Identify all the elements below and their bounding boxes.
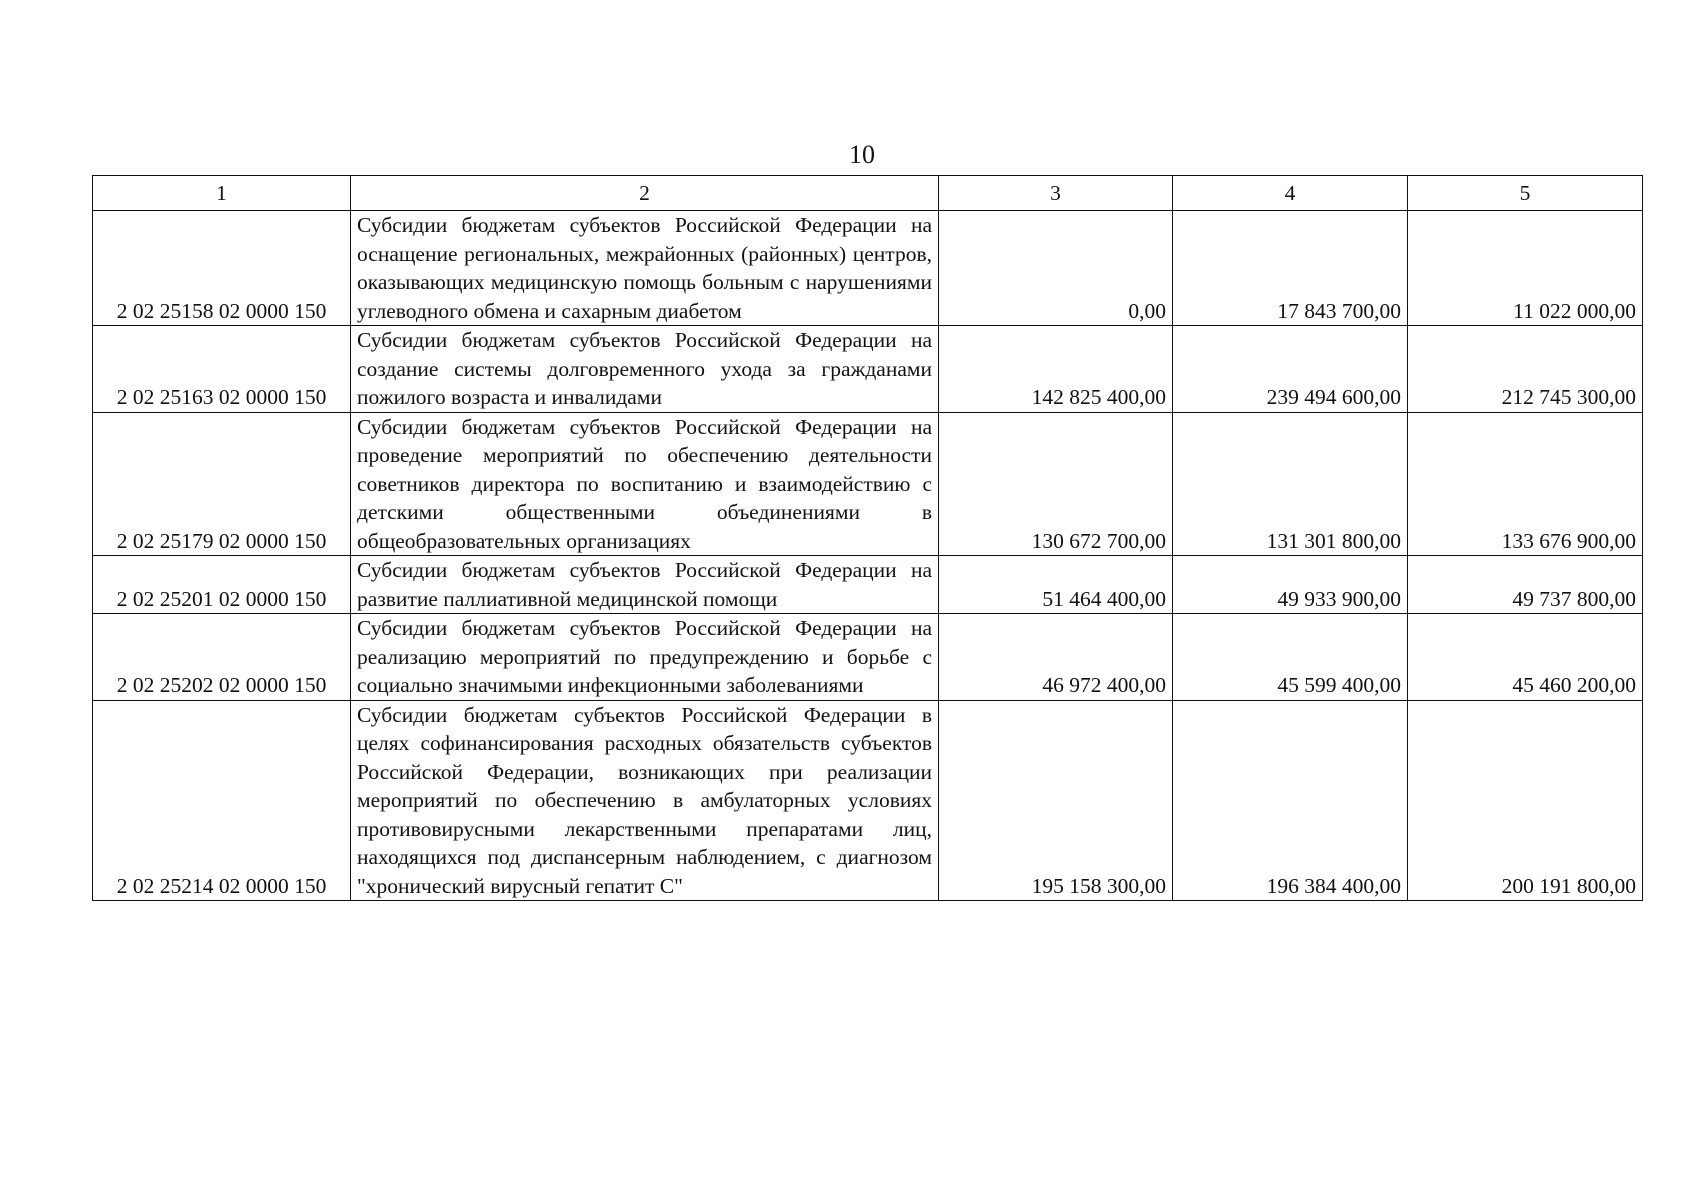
table-row — [93, 556, 1643, 614]
row-value-col4: 131 301 800,00 — [1173, 412, 1408, 556]
row-value-col4: 239 494 600,00 — [1173, 326, 1408, 413]
row-value-col4: 196 384 400,00 — [1173, 700, 1408, 901]
page-number: 10 — [849, 140, 875, 169]
row-description: Субсидии бюджетам субъектов Российской Федерации на проведение мероприятий по обеспечению деятельности советников директора по воспитанию и взаимодействию с детскими общественными объединениями в общеобразовательных организациях — [351, 412, 939, 556]
row-value-col4: 45 599 400,00 — [1173, 614, 1408, 701]
row-code: 2 02 25214 02 0000 150 — [93, 700, 351, 901]
row-value-col3: 195 158 300,00 — [939, 700, 1173, 901]
table-row — [93, 211, 1643, 326]
table-header-row — [93, 176, 1643, 211]
row-code: 2 02 25163 02 0000 150 — [93, 326, 351, 413]
table-row — [93, 700, 1643, 901]
row-value-col3: 142 825 400,00 — [939, 326, 1173, 413]
row-description: Субсидии бюджетам субъектов Российской Федерации на реализацию мероприятий по предупреждению и борьбе с социально значимыми инфекционными заболеваниями — [351, 614, 939, 701]
row-value-col5: 200 191 800,00 — [1408, 700, 1643, 901]
row-code: 2 02 25179 02 0000 150 — [93, 412, 351, 556]
row-value-col3: 0,00 — [939, 211, 1173, 326]
row-description: Субсидии бюджетам субъектов Российской Федерации на развитие паллиативной медицинской помощи — [351, 556, 939, 614]
column-header-2: 2 — [351, 176, 939, 211]
row-code: 2 02 25201 02 0000 150 — [93, 556, 351, 614]
row-value-col3: 46 972 400,00 — [939, 614, 1173, 701]
row-value-col5: 11 022 000,00 — [1408, 211, 1643, 326]
row-value-col5: 133 676 900,00 — [1408, 412, 1643, 556]
table-row — [93, 614, 1643, 701]
row-value-col4: 17 843 700,00 — [1173, 211, 1408, 326]
column-header-3: 3 — [939, 176, 1173, 211]
row-value-col3: 130 672 700,00 — [939, 412, 1173, 556]
row-value-col3: 51 464 400,00 — [939, 556, 1173, 614]
row-description: Субсидии бюджетам субъектов Российской Федерации в целях софинансирования расходных обязательств субъектов Российской Федерации, возникающих при реализации мероприятий по обеспечению в амбулаторных условиях противовирусными лекарственными препаратами лиц, находящихся под диспансерным наблюдением, с диагнозом "хронический вирусный гепатит С" — [351, 700, 939, 901]
row-code: 2 02 25202 02 0000 150 — [93, 614, 351, 701]
row-value-col4: 49 933 900,00 — [1173, 556, 1408, 614]
column-header-4: 4 — [1173, 176, 1408, 211]
row-description: Субсидии бюджетам субъектов Российской Федерации на оснащение региональных, межрайонных (районных) центров, оказывающих медицинскую помощь больным с нарушениями углеводного обмена и сахарным диабетом — [351, 211, 939, 326]
column-header-5: 5 — [1408, 176, 1643, 211]
row-description: Субсидии бюджетам субъектов Российской Федерации на создание системы долговременного ухода за гражданами пожилого возраста и инвалидами — [351, 326, 939, 413]
row-value-col5: 212 745 300,00 — [1408, 326, 1643, 413]
row-value-col5: 45 460 200,00 — [1408, 614, 1643, 701]
table-row — [93, 326, 1643, 413]
budget-table — [92, 175, 1643, 901]
column-header-1: 1 — [93, 176, 351, 211]
row-code: 2 02 25158 02 0000 150 — [93, 211, 351, 326]
table-row — [93, 412, 1643, 556]
row-value-col5: 49 737 800,00 — [1408, 556, 1643, 614]
